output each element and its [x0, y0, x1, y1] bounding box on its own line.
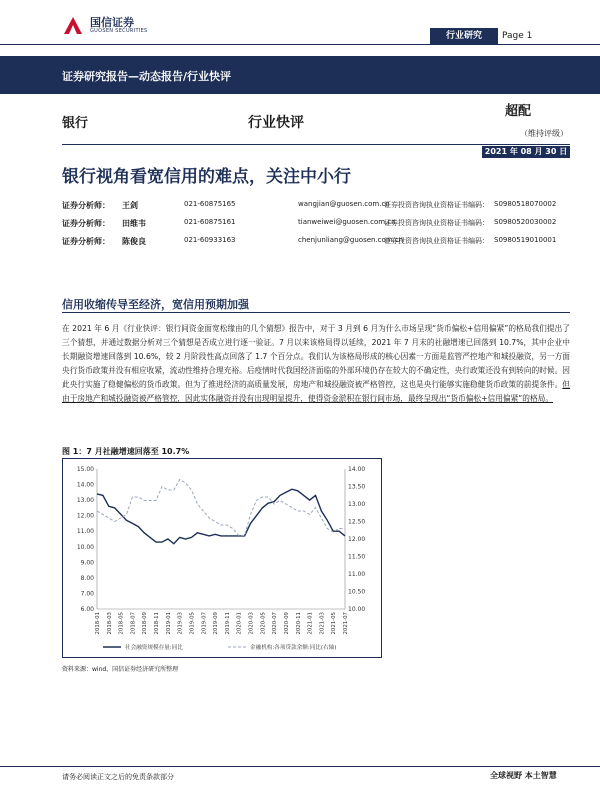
x-axis-tick-label: 2018-11	[154, 612, 161, 635]
x-axis-tick-label: 2018-07	[130, 612, 137, 635]
analyst-label: 证券分析师：	[62, 219, 110, 228]
x-axis-tick-label: 2019-01	[165, 612, 172, 635]
company-name: 国信证券	[90, 16, 134, 29]
legend-label-loan-balance: 金融机构:各项贷款余额:同比(右轴)	[250, 645, 337, 651]
x-axis-tick-label: 2019-07	[201, 612, 208, 635]
x-axis-tick-label: 2020-01	[236, 612, 243, 635]
x-axis-tick-label: 2020-07	[272, 612, 279, 635]
footer-disclaimer: 请务必阅读正文之后的免责条款部分	[62, 773, 174, 781]
right-axis-tick-label: 12.50	[348, 518, 366, 526]
analyst-email[interactable]: wangjian@guosen.com.cn	[298, 200, 390, 208]
x-axis-tick-label: 2019-03	[177, 612, 184, 635]
analyst-row	[62, 218, 572, 232]
analyst-email[interactable]: tianweiwei@guosen.com.cn	[298, 218, 396, 226]
series-line-loan-balance	[97, 480, 345, 536]
right-axis-tick-label: 14.00	[348, 466, 366, 473]
left-axis-tick-label: 10.00	[76, 543, 94, 551]
analyst-name: 陈俊良	[122, 237, 146, 246]
report-type-text: 证券研究报告—动态报告/行业快评	[62, 70, 232, 83]
right-axis-tick-label: 10.50	[348, 588, 366, 596]
paragraph-text: 在 2021 年 6 月《行业快评：银行间资金面宽松缘由的几个猜想》报告中，对于 3 月到 6 月为什么市场呈现“货币偏松+信用偏紧”的格局我们提出了三个猜想，并通过数据分析对三个猜想是否成立进行逐一验证。7 月以来该格局得以延续，2021 年 7 月末的社融增速已回落到 10.7%，其中企业中长期融资增速回落到 10.6%，较 2 月阶段性高点回落了 1.7 个百分点。我们认为该格局形成的核心因素一方面是监管严控地产和城投融资，另一方面央行货币政策并没有相应收紧，流动性维持合理充裕。后疫情时代我国经济面临的外部环境仍存在较大的不确定性，央行政策还没有到转向的时候。因此央行实施了稳健偏松的货币政策。但为了推进经济的高质量发展，房地产和城投融资被严格管控，这也是央行能够实施稳健货币政策的前提条件。	[62, 324, 570, 390]
left-axis-tick-label: 13.00	[76, 497, 94, 505]
analyst-cert-label: 证券投资咨询执业资格证书编码：	[384, 219, 489, 227]
company-name-english: GUOSEN SECURITIES	[90, 28, 148, 34]
x-axis-tick-label: 2021-05	[331, 612, 338, 635]
x-axis-tick-label: 2021-07	[343, 612, 349, 635]
report-category-tag: 行业研究	[430, 28, 498, 44]
analyst-cert-label: 证券投资咨询执业资格证书编码：	[384, 201, 489, 209]
right-axis-tick-label: 13.50	[348, 483, 366, 491]
x-axis-tick-label: 2021-01	[307, 612, 314, 635]
figure-source: 资料来源：wind、国信证券经济研究所整理	[62, 666, 179, 673]
x-axis-tick-label: 2021-03	[319, 612, 326, 635]
report-kind: 行业快评	[248, 115, 304, 131]
report-date: 2021 年 08 月 30 日	[482, 146, 570, 158]
analyst-cert-number: S0980520030002	[494, 218, 557, 226]
footer-slogan: 全球视野 本土智慧	[490, 771, 557, 780]
analyst-cert-number: S0980518070002	[494, 200, 557, 208]
left-axis-tick-label: 14.00	[76, 481, 94, 489]
x-axis-tick-label: 2019-05	[189, 612, 196, 635]
x-axis-tick-label: 2018-05	[118, 612, 125, 635]
x-axis-tick-label: 2019-09	[213, 612, 220, 635]
analyst-phone: 021-60875161	[184, 218, 236, 226]
right-axis-tick-label: 12.00	[348, 536, 366, 543]
header-divider	[0, 44, 600, 45]
analyst-label: 证券分析师：	[62, 237, 110, 246]
company-logo-icon	[62, 14, 84, 36]
report-title: 银行视角看宽信用的难点，关注中小行	[62, 167, 351, 187]
series-line-social-financing	[97, 489, 345, 544]
left-axis-tick-label: 8.00	[80, 574, 94, 582]
analyst-row	[62, 236, 572, 250]
x-axis-tick-label: 2019-11	[224, 612, 231, 635]
x-axis-tick-label: 2020-03	[248, 612, 255, 635]
x-axis-tick-label: 2018-09	[142, 612, 149, 635]
analyst-cert-label: 证券投资咨询执业资格证书编码：	[384, 237, 489, 245]
right-axis-tick-label: 10.00	[348, 606, 366, 613]
page-number: Page 1	[502, 31, 533, 41]
analyst-row	[62, 200, 572, 214]
x-axis-tick-label: 2020-11	[295, 612, 302, 635]
paragraph-underlined-text: 但由于房地产和城投融资被严格管控，因此实体融资并没有出现明显提升，使得资金淤积在银行间市场，最终呈现出“货币偏松+信用偏紧”的格局。	[62, 380, 570, 404]
analyst-name: 王剑	[122, 201, 138, 210]
left-axis-tick-label: 9.00	[80, 559, 94, 567]
right-axis-tick-label: 13.00	[348, 501, 366, 508]
line-chart	[63, 459, 381, 657]
section-heading: 信用收缩传导至经济，宽信用预期加强	[62, 298, 249, 311]
title-divider	[62, 144, 570, 145]
analyst-label: 证券分析师：	[62, 201, 110, 210]
figure-frame	[62, 458, 382, 658]
analyst-cert-number: S0980519010001	[494, 236, 557, 244]
rating-label: 超配	[505, 104, 532, 119]
section-divider	[62, 312, 570, 313]
x-axis-tick-label: 2018-01	[95, 612, 101, 635]
sector-name: 银行	[62, 116, 89, 131]
figure-title: 图 1：7 月社融增速回落至 10.7%	[62, 447, 190, 456]
left-axis-tick-label: 11.00	[76, 528, 94, 536]
x-axis-tick-label: 2018-03	[106, 612, 113, 635]
right-axis-tick-label: 11.50	[348, 553, 366, 561]
legend-label-social-financing: 社会融资规模存量:同比	[125, 645, 183, 651]
analyst-phone: 021-60933163	[184, 236, 236, 244]
left-axis-tick-label: 6.00	[80, 606, 94, 613]
analyst-phone: 021-60875165	[184, 200, 236, 208]
analyst-name: 田维韦	[122, 219, 146, 228]
left-axis-tick-label: 7.00	[80, 590, 94, 598]
x-axis-tick-label: 2020-09	[283, 612, 290, 635]
footer-divider	[0, 766, 600, 767]
left-axis-tick-label: 12.00	[76, 512, 94, 520]
x-axis-tick-label: 2020-05	[260, 612, 267, 635]
right-axis-tick-label: 11.00	[348, 571, 366, 578]
analyst-email[interactable]: chenjunliang@guosen.com.cn	[298, 236, 404, 244]
body-paragraph	[62, 322, 570, 407]
rating-note: （维持评级）	[520, 129, 568, 138]
left-axis-tick-label: 15.00	[76, 466, 94, 473]
